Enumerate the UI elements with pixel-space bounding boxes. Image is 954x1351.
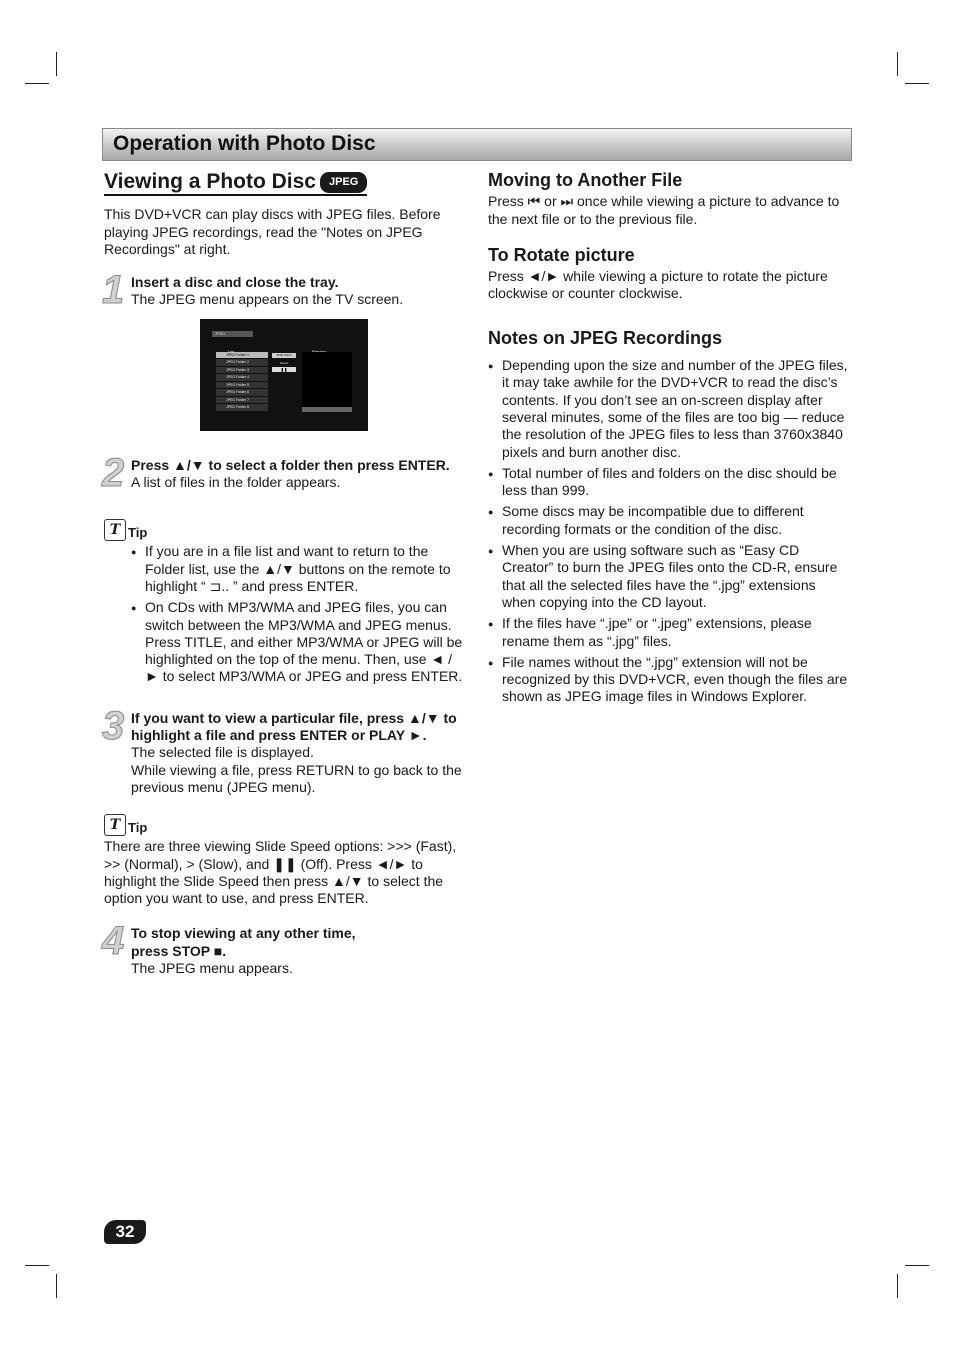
step-2-text: A list of files in the folder appears.: [131, 474, 341, 491]
list-item: JPEG Folder 6: [216, 389, 268, 396]
list-item: ● When you are using software such as “Easy CD Creator” to burn the JPEG files onto the CD-R, ensure that all the selected files have the “.jpg” extensions when copying into the CD layout.: [488, 542, 852, 611]
step-number: 1: [102, 268, 125, 313]
step-4: [102, 919, 466, 977]
tip-icon: T: [104, 814, 126, 836]
step-1-text: The JPEG menu appears on the TV screen.: [131, 291, 404, 308]
section-banner: [102, 128, 852, 161]
list-item: JPEG Folder 8: [216, 404, 268, 411]
step-2: [102, 450, 466, 495]
step-number: 2: [102, 450, 125, 495]
tip-2-text: There are three viewing Slide Speed options: >>> (Fast), >> (Normal), > (Slow), and ❚❚ (Off). Press ◄/► to highlight the Slide Speed then press ▲/▼ to select the option you want to use, and press ENTER.: [104, 838, 457, 907]
crop-mark: [897, 52, 898, 76]
crop-mark: [56, 1274, 57, 1298]
list-item: JPEG Folder 4: [216, 374, 268, 381]
rotate-text: Press ◄/► while viewing a picture to rotate the picture clockwise or counter clockwise.: [488, 268, 828, 302]
preview-pane: [302, 352, 352, 412]
list-item: JPEG Folder 1: [216, 352, 268, 359]
tip-1-list: [104, 543, 466, 685]
step-4-instruction-2: press STOP ■.: [131, 942, 227, 959]
intro-text: This DVD+VCR can play discs with JPEG files. Before playing JPEG recordings, read the "Notes on JPEG Recordings" at right.: [104, 206, 441, 257]
notes-list: [488, 357, 852, 706]
rotate-heading: To Rotate picture: [488, 244, 635, 265]
step-3: [102, 703, 466, 796]
list-item: JPEG Folder 5: [216, 382, 268, 389]
list-item: ● Total number of files and folders on the disc should be less than 999.: [488, 465, 852, 500]
list-item: JPEG Folder 2: [216, 359, 268, 366]
tip-2: [104, 814, 466, 907]
right-column: [488, 172, 852, 710]
slide-show-button: Slide Show: [272, 353, 296, 358]
jpeg-badge: JPEG: [320, 172, 367, 193]
list-item: ● If you are in a file list and want to return to the Folder list, use the ▲/▼ buttons on the remote to highlight “ ⊐.. ” and press ENTER.: [131, 543, 466, 595]
speed-label: Speed: [279, 360, 289, 365]
tip-label: Tip: [128, 819, 148, 835]
crop-mark: [56, 52, 57, 76]
section-title: Operation with Photo Disc: [113, 132, 376, 155]
crop-mark: [25, 1265, 49, 1266]
page-heading: [104, 172, 367, 196]
page-number: 32: [104, 1220, 146, 1244]
step-4-text: The JPEG menu appears.: [131, 960, 293, 977]
step-3-text-2: While viewing a file, press RETURN to go back to the previous menu (JPEG menu).: [131, 761, 462, 795]
step-2-instruction: Press ▲/▼ to select a folder then press ENTER.: [131, 456, 450, 473]
tip-label: Tip: [128, 525, 148, 541]
step-3-text: The selected file is displayed.: [131, 744, 314, 761]
page-heading-text: Viewing a Photo Disc: [104, 170, 316, 193]
jpeg-menu-screenshot: [200, 319, 368, 431]
screen-tab: JPEG: [212, 331, 253, 337]
list-item: ● On CDs with MP3/WMA and JPEG files, you can switch between the MP3/WMA and JPEG menus. Press TITLE, and either MP3/WMA or JPEG will be highlighted on the top of the menu. Then, use ◄ / ► to select MP3/WMA or JPEG and press ENTER.: [131, 599, 466, 685]
list-item: ● If the files have “.jpe” or “.jpeg” extensions, please rename them as “.jpg” files.: [488, 615, 852, 650]
crop-mark: [905, 83, 929, 84]
step-3-instruction: If you want to view a particular file, press ▲/▼ to highlight a file and press ENTER or PLAY ►.: [131, 709, 457, 744]
list-item: ● Some discs may be incompatible due to different recording formats or the condition of the disc.: [488, 503, 852, 538]
step-1-instruction: Insert a disc and close the tray.: [131, 274, 339, 291]
list-item: ● File names without the “.jpg” extension will not be recognized by this DVD+VCR, even though the files are shown as JPEG image files in Windows Explorer.: [488, 654, 852, 706]
list-item: ● Depending upon the size and number of the JPEG files, it may take awhile for the DVD+VCR to read the disc’s contents. If you don’t see an on-screen display after several minutes, some of the files are too big — reduce the resolution of the JPEG files to less than 3760x3840 pixels and burn another disc.: [488, 357, 852, 461]
step-number: 4: [102, 919, 125, 964]
crop-mark: [897, 1274, 898, 1298]
tip-1: [104, 519, 466, 685]
notes-heading: Notes on JPEG Recordings: [488, 327, 723, 348]
list-item: JPEG Folder 3: [216, 367, 268, 374]
crop-mark: [905, 1265, 929, 1266]
left-column: [104, 172, 466, 977]
list-item: JPEG Folder 7: [216, 397, 268, 404]
step-number: 3: [102, 703, 125, 748]
moving-heading: Moving to Another File: [488, 170, 683, 190]
moving-text: Press ⏮ or ⏭ once while viewing a picture to advance to the next file or to the previous file.: [488, 193, 840, 227]
crop-mark: [25, 83, 49, 84]
pause-icon: ❚❚: [272, 367, 296, 372]
step-4-instruction: To stop viewing at any other time,: [131, 925, 356, 942]
tip-icon: T: [104, 519, 126, 541]
screen-folder-list: [216, 352, 268, 412]
step-1: [102, 268, 466, 313]
